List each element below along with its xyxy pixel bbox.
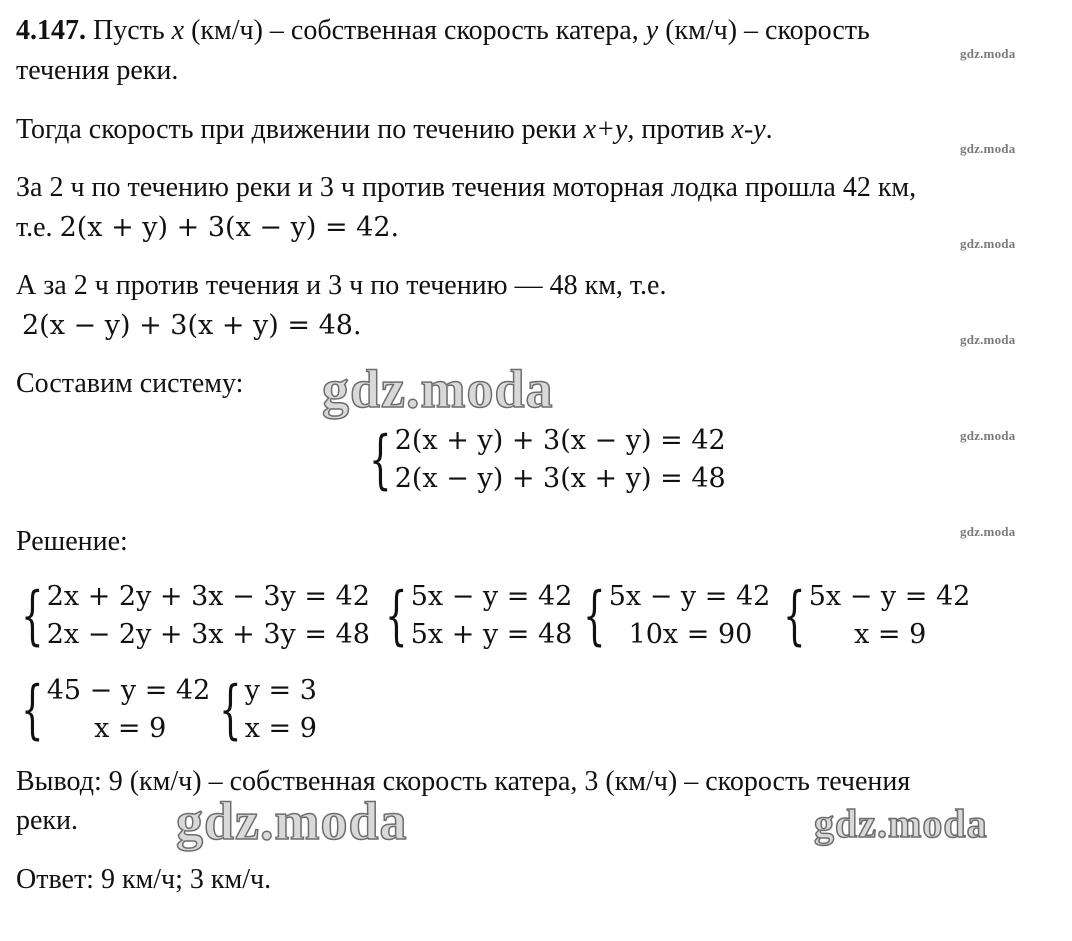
text: Пусть [93,15,172,46]
system-eq-2: x = 9 [854,619,927,650]
answer-line: Ответ: 9 км/ч; 3 км/ч. [16,864,272,895]
system-eq-2: x = 9 [244,713,317,744]
solution-label: Решение: [16,526,128,557]
system-main [360,422,726,498]
brace: { [369,423,392,497]
watermark: gdz.moda [960,332,1016,347]
system-lines [411,578,573,654]
system-lines [609,578,771,654]
brace: { [783,579,806,653]
system-lines [395,422,726,498]
watermark-large: gdz.moda [814,801,988,846]
system-step-4 [774,578,970,654]
text: т.е. [16,212,60,243]
equation: 2(x + y) + 3(x − y) = 42. [59,212,400,243]
system-eq-2: 2x − 2y + 3x + 3y = 48 [46,619,370,650]
watermark: gdz.moda [960,524,1016,539]
system-eq-2: 2(x − y) + 3(x + y) = 48 [394,463,726,494]
text: (км/ч) – собственная скорость катера, [184,15,646,46]
brace: { [21,579,44,653]
system-step-6 [210,672,317,748]
brace: { [219,673,242,747]
brace: { [21,673,44,747]
problem-line-1 [16,14,870,48]
system-step-5 [12,672,210,748]
system-eq-1: 2(x + y) + 3(x − y) = 42 [394,425,726,456]
cond1-line-2 [16,211,399,245]
text: . [765,114,773,145]
problem-line-2: течения реки. [16,55,179,86]
conclusion-line-1: Вывод: 9 (км/ч) – собственная скорость катера, 3 (км/ч) – скорость течения [16,766,911,797]
system-eq-1: 45 − y = 42 [46,675,211,706]
system-step-3 [574,578,770,654]
system-eq-1: 5x − y = 42 [410,581,573,612]
watermark-large: gdz.moda [322,359,554,419]
system-lines [809,578,971,654]
expr-upstream: x-y [731,114,766,145]
system-eq-2: 10x = 90 [628,619,753,650]
system-eq-1: 2x + 2y + 3x − 3y = 42 [46,581,370,612]
watermark: gdz.moda [960,428,1016,443]
brace: { [385,579,408,653]
watermark: gdz.moda [960,236,1016,251]
system-eq-1: 5x − y = 42 [608,581,771,612]
compose-label: Составим систему: [16,368,244,399]
var-x: x [171,15,185,46]
system-lines [245,672,317,748]
system-eq-1: 5x − y = 42 [808,581,971,612]
watermark-large: gdz.moda [176,791,408,851]
system-lines [47,578,370,654]
var-y: y [645,15,659,46]
problem-number: 4.147. [16,15,86,46]
cond2-line-1: А за 2 ч против течения и 3 ч по течению — 48 км, т.е. [16,270,667,301]
system-eq-2: 5x + y = 48 [410,619,573,650]
system-step-2 [376,578,572,654]
text: Тогда скорость при движении по течению реки [16,114,584,145]
conclusion-line-2: реки. [16,805,79,836]
cond1-line-1: За 2 ч по течению реки и 3 ч против течения моторная лодка прошла 42 км, [16,172,917,203]
text: (км/ч) – скорость [658,15,870,46]
brace: { [583,579,606,653]
expr-downstream: x+y [583,114,628,145]
cond2-equation: 2(x − y) + 3(x + y) = 48. [22,310,362,341]
system-eq-1: y = 3 [244,675,317,706]
text: , против [627,114,732,145]
speeds-line [16,113,773,147]
watermark: gdz.moda [960,46,1016,61]
system-eq-2: x = 9 [94,713,167,744]
system-lines [47,672,211,748]
system-step-1 [12,578,370,654]
watermark: gdz.moda [960,141,1016,156]
